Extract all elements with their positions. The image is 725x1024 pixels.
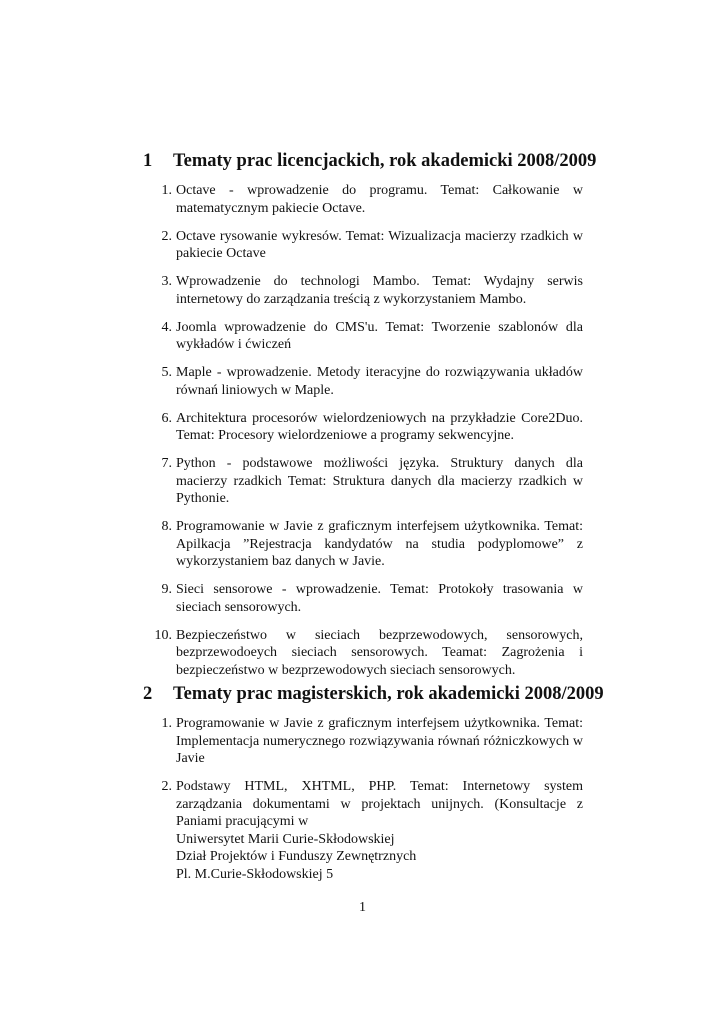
list-item xyxy=(143,319,583,354)
list-item-marker: 1. xyxy=(161,716,172,731)
list-item-text: Wprowadzenie do technologi Mambo. Temat: Wydajny serwis internetowy do zarządzania treścią z wykorzystaniem Mambo. xyxy=(176,274,583,307)
list-item-marker: 7. xyxy=(161,456,172,471)
section-2-list xyxy=(143,715,583,894)
list-item-marker: 2. xyxy=(161,228,172,244)
list-item-text: Programowanie w Javie z graficznym interfejsem użytkownika. Temat: Implementacja numerycznego rozwiązywania równań różniczkowych w Javie xyxy=(176,716,583,766)
section-1-heading: Tematy prac licencjackich, rok akademicki 2008/2009 xyxy=(173,151,597,171)
list-item xyxy=(143,518,583,571)
list-item xyxy=(143,228,583,263)
list-item xyxy=(143,364,583,399)
list-item-marker: 5. xyxy=(161,365,172,380)
list-item-text: Programowanie w Javie z graficznym interfejsem użytkownika. Temat: Apilkacja ”Rejestracja kandydatów na studia podyplomowe” z wykorzystaniem baz danych w Javie. xyxy=(176,519,583,569)
section-1-title xyxy=(143,150,643,172)
list-item xyxy=(143,182,583,217)
list-item-text: Maple - wprowadzenie. Metody iteracyjne do rozwiązywania układów równań liniowych w Maple. xyxy=(176,365,583,398)
list-item-marker: 6. xyxy=(161,410,172,426)
list-item xyxy=(143,455,583,508)
list-item xyxy=(143,715,583,768)
list-item xyxy=(143,410,583,445)
list-item-text: Octave rysowanie wykresów. Temat: Wizualizacja macierzy rzadkich w pakiecie Octave xyxy=(176,228,583,261)
list-item-address-line: Dział Projektów i Funduszy Zewnętrznych xyxy=(176,849,417,864)
list-item-address-line: Uniwersytet Marii Curie-Skłodowskiej xyxy=(176,831,395,847)
list-item xyxy=(143,581,583,616)
section-2-number: 2 xyxy=(143,684,153,704)
list-item-address-line: Pl. M.Curie-Skłodowskiej 5 xyxy=(176,866,334,882)
list-item-marker: 10. xyxy=(154,627,172,643)
list-item-marker: 3. xyxy=(161,274,172,289)
section-1-list xyxy=(143,182,583,690)
section-1-number: 1 xyxy=(143,151,153,171)
list-item-text: Architektura procesorów wielordzeniowych na przykładzie Core2Duo. Temat: Procesory wielordzeniowe a programy sekwencyjne. xyxy=(176,410,583,443)
list-item-text: Podstawy HTML, XHTML, PHP. Temat: Internetowy system zarządzania dokumentami w projektach unijnych. (Konsultacje z Paniami pracującymi w xyxy=(176,779,583,829)
list-item-text: Sieci sensorowe - wprowadzenie. Temat: Protokoły trasowania w sieciach sensorowych. xyxy=(176,582,583,615)
list-item-marker: 9. xyxy=(161,582,172,597)
list-item-text: Joomla wprowadzenie do CMS'u. Temat: Tworzenie szablonów dla wykładów i ćwiczeń xyxy=(176,319,583,352)
list-item-text: Bezpieczeństwo w sieciach bezprzewodowych, sensorowych, bezprzewodoeych sieciach sensorowych. Teamat: Zagrożenia i bezpieczeństwo w bezprzewodowych sieciach sensorowych. xyxy=(176,627,583,678)
page-number: 1 xyxy=(359,900,366,915)
section-2-title xyxy=(143,683,643,705)
list-item-marker: 2. xyxy=(161,779,172,794)
list-item-marker: 4. xyxy=(161,319,172,335)
list-item xyxy=(143,778,583,883)
list-item-text: Python - podstawowe możliwości języka. Struktury danych dla macierzy rzadkich Temat: Struktura danych dla macierzy rzadkich w Pythonie. xyxy=(176,456,583,506)
list-item-text: Octave - wprowadzenie do programu. Temat: Całkowanie w matematycznym pakiecie Octave. xyxy=(176,183,583,216)
list-item-marker: 8. xyxy=(161,519,172,534)
list-item xyxy=(143,627,583,680)
list-item-marker: 1. xyxy=(161,183,172,198)
list-item xyxy=(143,273,583,308)
section-2-heading: Tematy prac magisterskich, rok akademicki 2008/2009 xyxy=(173,684,604,704)
